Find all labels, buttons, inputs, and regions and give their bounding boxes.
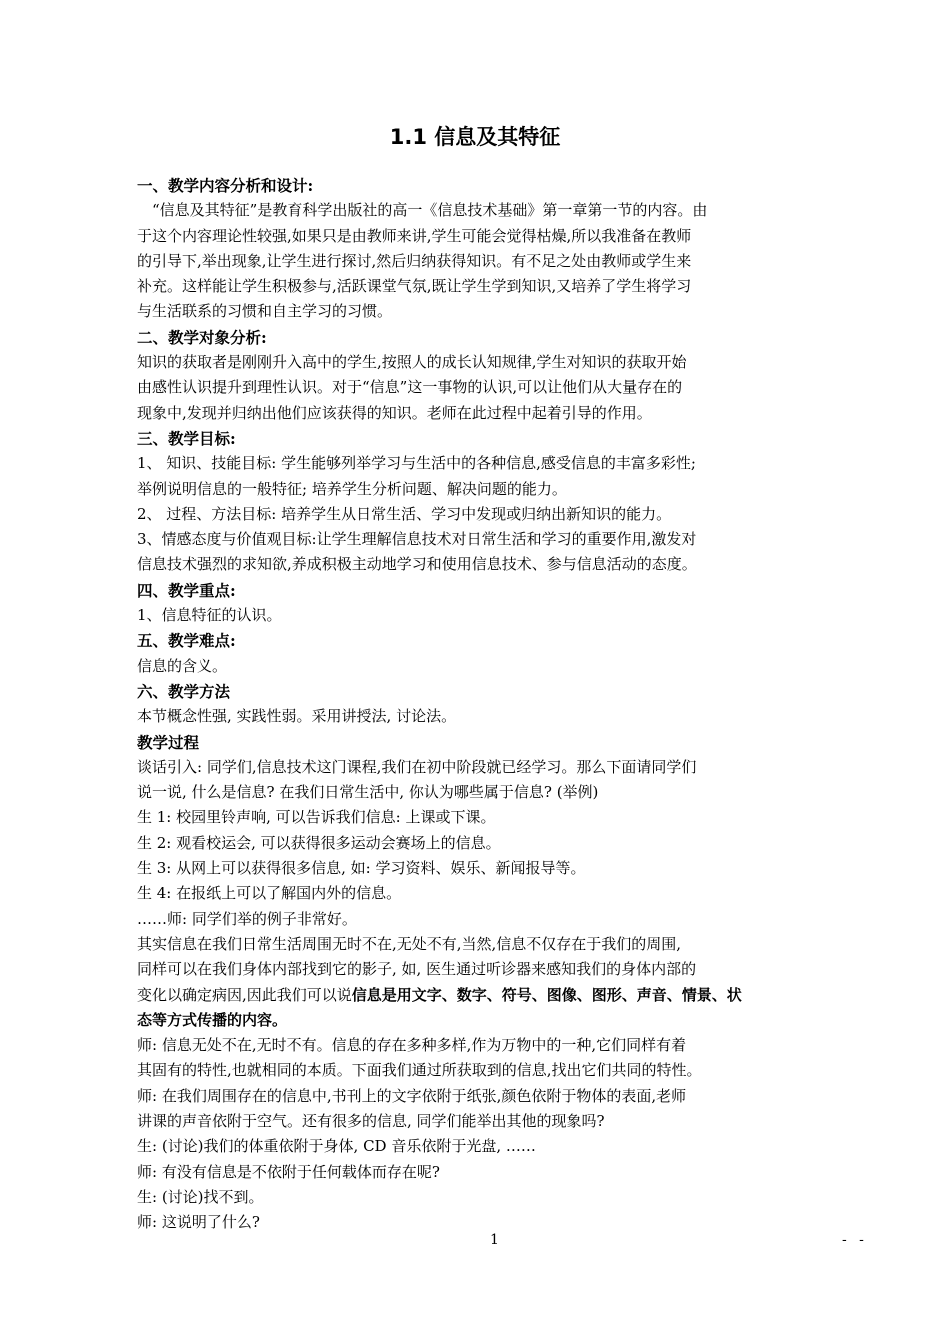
text-line — [137, 831, 861, 856]
line-text: 现象中,发现并归纳出他们应该获得的知识。老师在此过程中起着引导的作用。 — [137, 403, 652, 422]
text-line — [137, 932, 861, 957]
page-number: 1 — [490, 1232, 499, 1248]
section-heading — [137, 628, 861, 653]
line-text: 的引导下,举出现象,让学生进行探讨,然后归纳获得知识。有不足之处由教师或学生来 — [137, 251, 692, 270]
emphasized-text: 信息是用文字、数字、符号、图像、图形、声音、情景、状 — [351, 985, 742, 1004]
line-text: 生 1: 校园里铃声响, 可以告诉我们信息: 上课或下课。 — [137, 808, 496, 827]
text-line — [137, 654, 861, 679]
line-text: 变化以确定病因,因此我们可以说 — [137, 985, 352, 1004]
text-line — [137, 375, 861, 400]
text-line — [137, 198, 861, 223]
footer-mark: - - — [842, 1232, 868, 1248]
text-line — [137, 1084, 861, 1109]
line-text: 师: 在我们周围存在的信息中,书刊上的文字依附于纸张,颜色依附于物体的表面,老师 — [137, 1086, 687, 1105]
line-text: 生 4: 在报纸上可以了解国内外的信息。 — [137, 884, 402, 903]
line-text: 由感性认识提升到理性认识。对于“信息”这一事物的认识,可以让他们从大量存在的 — [137, 378, 683, 397]
text-line — [137, 1210, 861, 1235]
document-body — [137, 173, 861, 1235]
line-text: 信息技术强烈的求知欲,养成积极主动地学习和使用信息技术、参与信息活动的态度。 — [137, 555, 697, 574]
line-text: “信息及其特征”是教育科学出版社的高一《信息技术基础》第一章第一节的内容。由 — [152, 201, 708, 220]
line-text: 于这个内容理论性较强,如果只是由教师来讲,学生可能会觉得枯燥,所以我准备在教师 — [137, 226, 692, 245]
text-line — [137, 1033, 861, 1058]
line-text: 本节概念性强, 实践性弱。采用讲授法, 讨论法。 — [137, 707, 457, 726]
line-text: 生 3: 从网上可以获得很多信息, 如: 学习资料、娱乐、新闻报导等。 — [137, 859, 586, 878]
line-text: 与生活联系的习惯和自主学习的习惯。 — [137, 302, 393, 321]
text-line — [137, 401, 861, 426]
text-line — [137, 249, 861, 274]
line-text: 信息的含义。 — [137, 656, 228, 675]
text-line — [137, 704, 861, 729]
line-text: 生: (讨论)找不到。 — [137, 1187, 264, 1206]
text-line — [137, 1058, 861, 1083]
line-text: 3、情感态度与价值观目标:让学生理解信息技术对日常生活和学习的重要作用,激发对 — [137, 530, 697, 549]
line-text: 讲课的声音依附于空气。还有很多的信息, 同学们能举出其他的现象吗? — [137, 1111, 605, 1130]
line-text: 谈话引入: 同学们,信息技术这门课程,我们在初中阶段就已经学习。那么下面请同学们 — [137, 757, 697, 776]
line-text: 二、教学对象分析: — [137, 327, 267, 347]
text-line — [137, 1160, 861, 1185]
line-text: 生: (讨论)我们的体重依附于身体, CD 音乐依附于光盘, …… — [137, 1137, 536, 1156]
section-heading — [137, 679, 861, 704]
text-line — [137, 350, 861, 375]
document-title: 1.1 信息及其特征 — [389, 125, 561, 149]
line-text: 1、 知识、技能目标: 学生能够列举学习与生活中的各种信息,感受信息的丰富多彩性; — [137, 454, 696, 473]
section-heading — [137, 173, 861, 198]
line-text: 其实信息在我们日常生活周围无时不在,无处不有,当然,信息不仅存在于我们的周围, — [137, 934, 682, 953]
text-line — [137, 755, 861, 780]
line-text: ……师: 同学们举的例子非常好。 — [137, 909, 357, 928]
line-text: 教学过程 — [137, 732, 200, 752]
line-text: 五、教学难点: — [137, 631, 236, 651]
line-text: 四、教学重点: — [137, 580, 236, 600]
text-line — [137, 1008, 861, 1033]
line-text: 补充。这样能让学生积极参与,活跃课堂气氛,既让学生学到知识,又培养了学生将学习 — [137, 277, 692, 296]
text-line — [137, 1185, 861, 1210]
text-line — [137, 957, 861, 982]
text-line — [137, 1134, 861, 1159]
line-text: 生 2: 观看校运会, 可以获得很多运动会赛场上的信息。 — [137, 833, 501, 852]
text-line — [137, 907, 861, 932]
line-text: 同样可以在我们身体内部找到它的影子, 如, 医生通过听诊器来感知我们的身体内部的 — [137, 960, 697, 979]
line-text: 知识的获取者是刚刚升入高中的学生,按照人的成长认知规律,学生对知识的获取开始 — [137, 353, 687, 372]
line-text: 态等方式传播的内容。 — [137, 1010, 288, 1029]
text-line — [137, 477, 861, 502]
section-heading — [137, 325, 861, 350]
text-line — [137, 780, 861, 805]
text-line — [137, 805, 861, 830]
section-heading — [137, 578, 861, 603]
line-text: 六、教学方法 — [137, 681, 231, 701]
line-text: 1、信息特征的认识。 — [137, 606, 282, 625]
text-line — [137, 983, 861, 1008]
line-text: 说一说, 什么是信息? 在我们日常生活中, 你认为哪些属于信息? (举例) — [137, 783, 599, 802]
section-heading — [137, 426, 861, 451]
text-line — [137, 451, 861, 476]
line-text: 师: 有没有信息是不依附于任何载体而存在呢? — [137, 1162, 440, 1181]
text-line — [137, 856, 861, 881]
line-text: 三、教学目标: — [137, 428, 236, 448]
text-line — [137, 274, 861, 299]
section-heading — [137, 730, 861, 755]
text-line — [137, 299, 861, 324]
line-text: 2、 过程、方法目标: 培养学生从日常生活、学习中发现或归纳出新知识的能力。 — [137, 504, 672, 523]
line-text: 举例说明信息的一般特征; 培养学生分析问题、解决问题的能力。 — [137, 479, 567, 498]
text-line — [137, 502, 861, 527]
line-text: 师: 这说明了什么? — [137, 1213, 260, 1232]
text-line — [137, 1109, 861, 1134]
line-text: 其固有的特性,也就相同的本质。下面我们通过所获取到的信息,找出它们共同的特性。 — [137, 1061, 702, 1080]
text-line — [137, 603, 861, 628]
text-line — [137, 552, 861, 577]
line-text: 一、教学内容分析和设计: — [137, 176, 314, 195]
text-line — [137, 224, 861, 249]
text-line — [137, 527, 861, 552]
line-text: 师: 信息无处不在,无时不有。信息的存在多种多样,作为万物中的一种,它们同样有着 — [137, 1036, 687, 1055]
text-line — [137, 881, 861, 906]
